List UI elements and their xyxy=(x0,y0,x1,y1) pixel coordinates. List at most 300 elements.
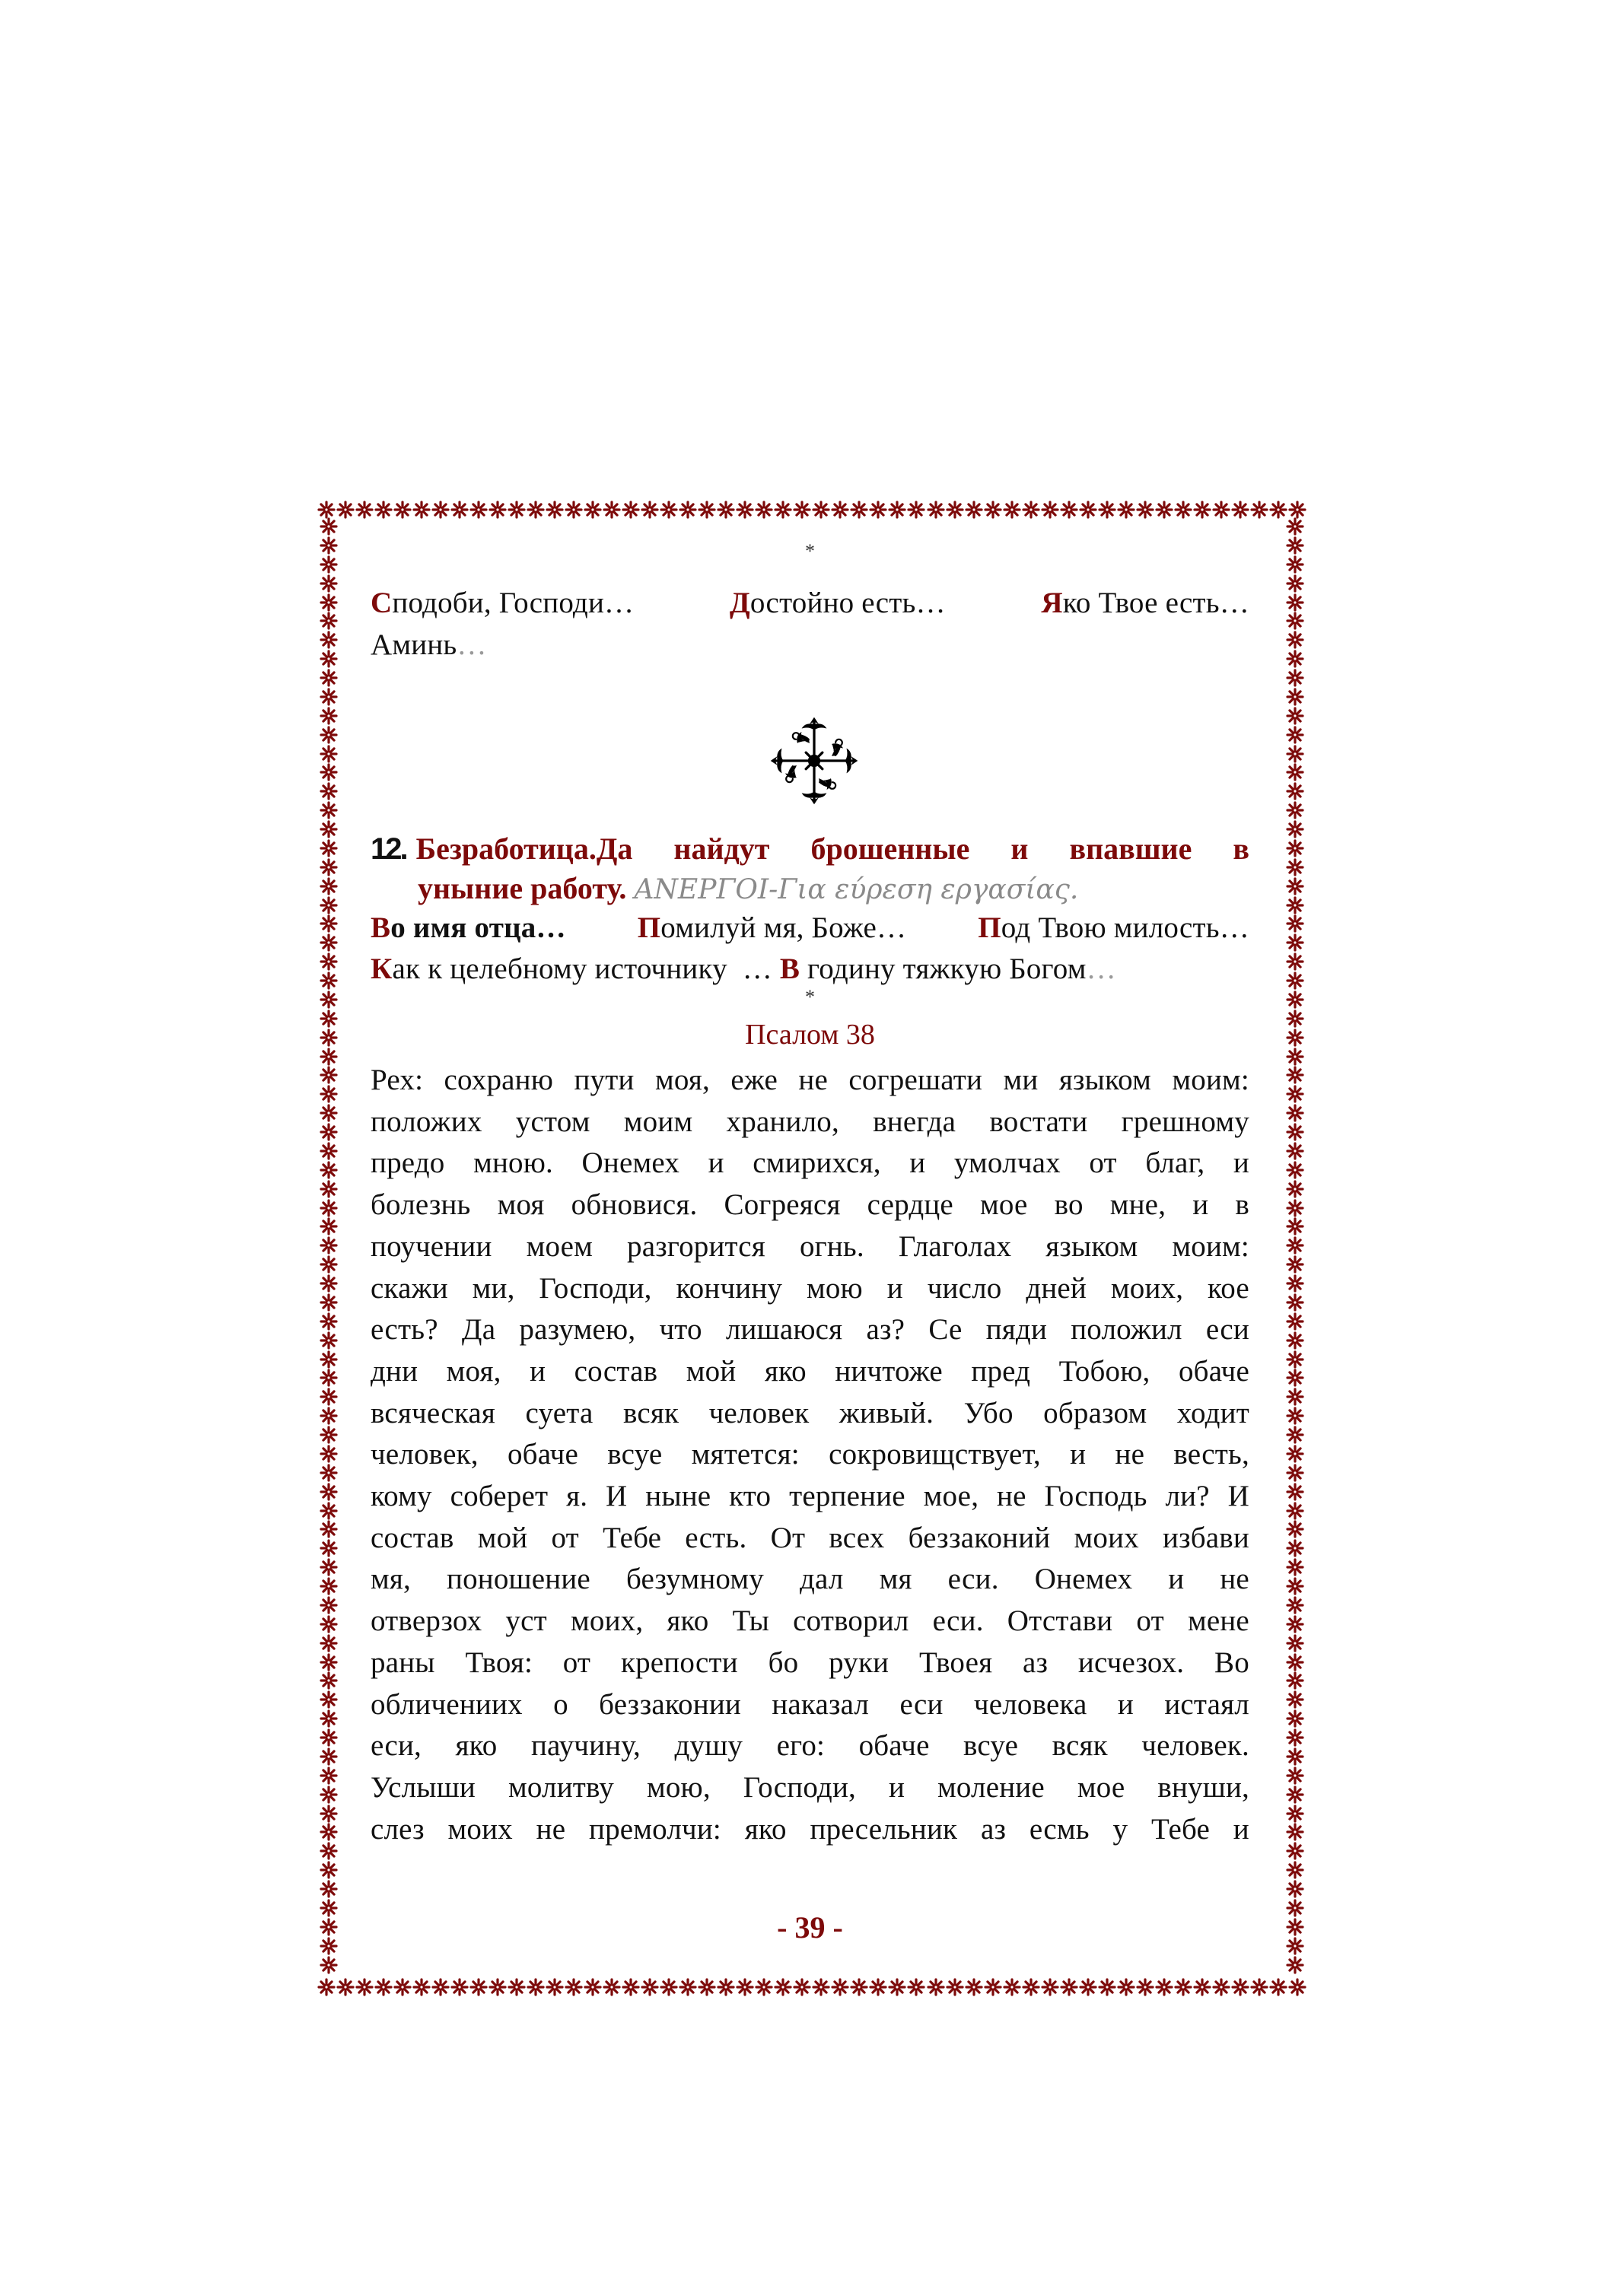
border-star-icon xyxy=(1269,1978,1287,1996)
border-star-icon xyxy=(320,858,338,876)
word: состав xyxy=(371,1521,454,1554)
border-star-icon xyxy=(320,1010,338,1028)
word: моя xyxy=(497,1188,545,1222)
word: ми xyxy=(1003,1064,1039,1096)
word: мене xyxy=(1187,1604,1249,1638)
border-star-icon xyxy=(355,501,374,519)
border-star-icon xyxy=(527,1978,545,1996)
word: умолчах xyxy=(953,1146,1061,1180)
border-star-icon xyxy=(1286,574,1304,593)
word: яко xyxy=(455,1729,498,1763)
border-star-icon xyxy=(320,1596,338,1614)
border-star-icon xyxy=(450,1978,469,1996)
border-star-icon xyxy=(355,1978,374,1996)
word: у xyxy=(1112,1812,1128,1846)
word: моя, xyxy=(446,1354,501,1388)
border-star-icon xyxy=(1286,1066,1304,1084)
border-star-icon xyxy=(469,501,488,519)
word: сотворил xyxy=(793,1604,909,1638)
border-star-icon xyxy=(946,501,964,519)
border-star-icon xyxy=(831,501,849,519)
border-star-icon xyxy=(320,1217,338,1235)
word: еже xyxy=(730,1064,778,1096)
border-star-icon xyxy=(1286,1937,1304,1955)
border-star-icon xyxy=(320,914,338,933)
border-star-icon xyxy=(488,501,507,519)
word: смирихся, xyxy=(753,1146,881,1180)
phrase-text: о имя отца… xyxy=(390,911,566,944)
word: Господь xyxy=(1044,1480,1147,1512)
border-star-icon xyxy=(320,1502,338,1520)
border-star-icon xyxy=(320,839,338,857)
word: мя xyxy=(879,1563,912,1596)
border-star-icon xyxy=(1286,1293,1304,1312)
word: пути xyxy=(574,1064,635,1096)
border-star-icon xyxy=(1286,1842,1304,1860)
word: есть. xyxy=(685,1521,747,1554)
border-star-icon xyxy=(320,1180,338,1198)
word: устом xyxy=(515,1105,590,1138)
intro-phrase xyxy=(730,584,946,622)
border-star-icon xyxy=(1286,1634,1304,1652)
border-star-icon xyxy=(1286,1048,1304,1066)
word: Во xyxy=(1214,1646,1249,1679)
border-star-icon xyxy=(412,1978,431,1996)
word: еси. xyxy=(947,1563,999,1596)
word: Онемех xyxy=(1034,1563,1133,1596)
border-star-icon xyxy=(1286,1709,1304,1728)
border-star-icon xyxy=(320,1634,338,1652)
border-star-icon xyxy=(320,1445,338,1463)
word: моя, xyxy=(654,1064,710,1096)
border-star-icon xyxy=(831,1978,849,1996)
word: моих xyxy=(447,1812,513,1846)
word: человек, xyxy=(371,1438,479,1471)
prayer-phrase xyxy=(371,909,566,947)
word: слез xyxy=(371,1812,425,1846)
intro-line-2 xyxy=(371,626,1249,664)
border-star-icon xyxy=(1286,1880,1304,1898)
border-star-icon xyxy=(1250,1978,1268,1996)
section-heading-line-2 xyxy=(418,869,1297,910)
border-star-icon xyxy=(1286,1142,1304,1160)
word: И xyxy=(1227,1480,1249,1512)
word: обаче xyxy=(1178,1354,1249,1388)
word: языком xyxy=(1058,1064,1151,1096)
word: беззаконии xyxy=(599,1687,741,1721)
border-star-icon xyxy=(774,501,792,519)
border-star-icon xyxy=(1286,1520,1304,1538)
border-star-icon xyxy=(1286,688,1304,706)
border-star-icon xyxy=(393,501,412,519)
border-star-icon xyxy=(320,1937,338,1955)
word: о xyxy=(553,1687,568,1721)
border-star-icon xyxy=(1286,914,1304,933)
word: внегда xyxy=(873,1105,956,1138)
word: скажи xyxy=(371,1271,448,1305)
word: сохраню xyxy=(444,1064,554,1096)
border-star-icon xyxy=(679,501,697,519)
word: ми, xyxy=(472,1271,515,1305)
word: Услыши xyxy=(371,1770,476,1804)
border-star-icon xyxy=(320,1615,338,1633)
border-star-icon xyxy=(1041,501,1059,519)
intro-phrase xyxy=(371,584,634,622)
border-star-icon xyxy=(1269,501,1287,519)
border-star-icon xyxy=(320,1085,338,1103)
border-bottom xyxy=(317,1976,1306,1999)
border-star-icon xyxy=(869,501,887,519)
drop-initial: П xyxy=(978,911,1001,944)
word: образом xyxy=(1043,1396,1147,1429)
word: моих, xyxy=(571,1604,644,1638)
border-star-icon xyxy=(1286,952,1304,971)
title-word: Безработица.Да xyxy=(415,832,633,866)
word: есмь xyxy=(1029,1812,1090,1846)
border-star-icon xyxy=(774,1978,792,1996)
psalm-line xyxy=(371,1644,1249,1682)
floral-cross-ornament-icon xyxy=(765,711,864,810)
word: я. xyxy=(566,1480,588,1512)
border-star-icon xyxy=(793,1978,811,1996)
word: кончину xyxy=(676,1271,783,1305)
word: и xyxy=(1168,1563,1185,1596)
word: внуши, xyxy=(1157,1770,1249,1804)
word: раны xyxy=(371,1646,435,1679)
word: руки xyxy=(829,1646,889,1679)
border-star-icon xyxy=(1286,1029,1304,1047)
border-star-icon xyxy=(1286,1502,1304,1520)
border-star-icon xyxy=(1117,1978,1135,1996)
word: Согреяся xyxy=(724,1188,841,1222)
border-star-icon xyxy=(320,517,338,536)
word: согрешати xyxy=(848,1064,983,1096)
border-star-icon xyxy=(320,1388,338,1406)
border-star-icon xyxy=(1286,1104,1304,1122)
border-star-icon xyxy=(641,1978,659,1996)
border-star-icon xyxy=(320,1653,338,1671)
border-top xyxy=(317,498,1306,521)
border-star-icon xyxy=(1286,1407,1304,1425)
drop-initial: Д xyxy=(729,587,750,619)
psalm-line xyxy=(371,1061,1249,1099)
border-star-icon xyxy=(1174,501,1192,519)
drop-initial: П xyxy=(637,911,661,944)
word: и xyxy=(888,1770,905,1804)
border-star-icon xyxy=(317,1978,336,1996)
border-star-icon xyxy=(1286,1728,1304,1747)
border-star-icon xyxy=(320,1104,338,1122)
border-star-icon xyxy=(736,1978,754,1996)
border-star-icon xyxy=(320,1236,338,1255)
border-star-icon xyxy=(755,501,773,519)
border-star-icon xyxy=(320,1899,338,1917)
border-star-icon xyxy=(1286,763,1304,781)
border-star-icon xyxy=(1286,972,1304,990)
word: востати xyxy=(989,1105,1088,1138)
border-star-icon xyxy=(1286,1671,1304,1690)
border-star-icon xyxy=(984,1978,1002,1996)
border-star-icon xyxy=(320,1539,338,1557)
border-star-icon xyxy=(1117,501,1135,519)
border-star-icon xyxy=(1041,1978,1059,1996)
border-star-icon xyxy=(320,1274,338,1293)
border-star-icon xyxy=(374,501,393,519)
word: всяк xyxy=(622,1396,679,1429)
border-star-icon xyxy=(1286,612,1304,630)
word: сокровищствует, xyxy=(829,1438,1041,1471)
border-right xyxy=(1284,517,1306,1974)
word: Убо xyxy=(963,1396,1014,1429)
word: всуе xyxy=(607,1438,663,1471)
word: мое xyxy=(1077,1770,1125,1804)
border-star-icon xyxy=(336,1978,355,1996)
separator-star: * xyxy=(805,540,815,562)
border-star-icon xyxy=(1286,801,1304,819)
border-star-icon xyxy=(717,501,735,519)
border-star-icon xyxy=(320,782,338,800)
word: пресельник xyxy=(810,1812,958,1846)
border-star-icon xyxy=(1286,1539,1304,1557)
border-star-icon xyxy=(320,669,338,687)
border-star-icon xyxy=(1286,1786,1304,1804)
border-star-icon xyxy=(641,501,659,519)
word: человека xyxy=(973,1687,1087,1721)
border-star-icon xyxy=(907,1978,925,1996)
border-star-icon xyxy=(320,1767,338,1785)
word: мятется: xyxy=(691,1438,800,1471)
border-star-icon xyxy=(850,501,868,519)
word: Отстави xyxy=(1007,1604,1113,1638)
word: Тобою, xyxy=(1058,1354,1150,1388)
border-star-icon xyxy=(320,650,338,668)
word: мое, xyxy=(923,1480,979,1512)
word: исчезох. xyxy=(1077,1646,1185,1679)
word: соберет xyxy=(450,1480,549,1512)
word: не xyxy=(1115,1438,1145,1471)
section-number: 12 xyxy=(371,832,400,866)
border-star-icon xyxy=(320,1747,338,1766)
psalm-line xyxy=(371,1560,1249,1598)
word: состав xyxy=(574,1354,658,1388)
word: пяди xyxy=(985,1313,1048,1347)
border-star-icon xyxy=(927,501,945,519)
border-star-icon xyxy=(320,726,338,744)
word: и xyxy=(1233,1146,1249,1180)
border-star-icon xyxy=(450,501,469,519)
border-star-icon xyxy=(1286,1426,1304,1444)
word: всяческая xyxy=(371,1396,496,1429)
border-star-icon xyxy=(907,501,925,519)
border-star-icon xyxy=(320,801,338,819)
word: уст xyxy=(505,1604,547,1638)
word: Господи, xyxy=(539,1271,652,1305)
border-star-icon xyxy=(320,631,338,649)
word: и xyxy=(708,1146,724,1180)
border-star-icon xyxy=(320,1861,338,1879)
border-star-icon xyxy=(320,952,338,971)
border-star-icon xyxy=(1286,839,1304,857)
border-star-icon xyxy=(1098,1978,1116,1996)
word: кое xyxy=(1208,1271,1249,1305)
word: еси xyxy=(899,1687,944,1721)
psalm-line xyxy=(371,1602,1249,1640)
border-star-icon xyxy=(946,1978,964,1996)
border-star-icon xyxy=(1231,501,1249,519)
word: человек xyxy=(708,1396,810,1429)
border-star-icon xyxy=(1286,707,1304,725)
prayer-phrase xyxy=(978,909,1249,947)
phrase-text: годину тяжкую Богом xyxy=(800,952,1087,985)
border-star-icon xyxy=(1288,1978,1306,1996)
page-number: - 39 - xyxy=(777,1910,843,1945)
psalm-line xyxy=(371,1353,1249,1391)
border-star-icon xyxy=(1098,501,1116,519)
border-star-icon xyxy=(412,501,431,519)
border-star-icon xyxy=(320,593,338,612)
border-star-icon xyxy=(1003,1978,1021,1996)
border-star-icon xyxy=(869,1978,887,1996)
word: еси, xyxy=(371,1729,422,1763)
border-star-icon xyxy=(1286,517,1304,536)
word: мой xyxy=(477,1521,528,1554)
border-star-icon xyxy=(1286,1596,1304,1614)
word: и xyxy=(530,1354,546,1388)
border-star-icon xyxy=(1286,820,1304,838)
word: обаче xyxy=(507,1438,578,1471)
border-star-icon xyxy=(320,1199,338,1217)
border-star-icon xyxy=(1003,501,1021,519)
border-star-icon xyxy=(1286,1558,1304,1576)
word: не xyxy=(798,1064,828,1096)
border-star-icon xyxy=(320,896,338,914)
psalm-line xyxy=(371,1270,1249,1308)
border-star-icon xyxy=(1286,991,1304,1009)
word: аз xyxy=(1023,1646,1049,1679)
word: моих, xyxy=(1110,1271,1184,1305)
border-star-icon xyxy=(320,555,338,574)
border-star-icon xyxy=(320,1823,338,1841)
word: и xyxy=(1192,1188,1209,1222)
border-star-icon xyxy=(984,501,1002,519)
word: моим xyxy=(623,1105,693,1138)
word: поучении xyxy=(371,1229,492,1263)
word: Тебе xyxy=(1150,1812,1211,1846)
word: Онемех xyxy=(581,1146,680,1180)
border-star-icon xyxy=(622,501,640,519)
word: мне, xyxy=(1109,1188,1166,1222)
border-star-icon xyxy=(320,1577,338,1595)
border-star-icon xyxy=(1060,1978,1078,1996)
word: поношение xyxy=(447,1563,590,1596)
border-star-icon xyxy=(660,501,678,519)
border-star-icon xyxy=(320,1426,338,1444)
word: мое xyxy=(980,1188,1028,1222)
border-star-icon xyxy=(603,501,621,519)
border-star-icon xyxy=(1286,1350,1304,1369)
border-star-icon xyxy=(320,1728,338,1747)
word: бо xyxy=(768,1646,799,1679)
border-star-icon xyxy=(1286,1861,1304,1879)
border-star-icon xyxy=(320,1786,338,1804)
separator-star: * xyxy=(805,986,815,1008)
word: и xyxy=(909,1146,926,1180)
word: И xyxy=(606,1480,628,1512)
border-star-icon xyxy=(508,1978,526,1996)
phrase-text: остойно есть… xyxy=(749,587,946,619)
word: ли? xyxy=(1165,1480,1210,1512)
word: в xyxy=(1235,1188,1249,1222)
border-star-icon xyxy=(1286,631,1304,649)
border-star-icon xyxy=(1286,1956,1304,1974)
border-star-icon xyxy=(320,1066,338,1084)
word: дал xyxy=(799,1563,844,1596)
section-heading-line-1 xyxy=(371,829,1249,869)
border-star-icon xyxy=(527,501,545,519)
word: пред xyxy=(971,1354,1031,1388)
word: От xyxy=(770,1521,806,1554)
word: безумному xyxy=(625,1563,764,1596)
word: от xyxy=(562,1646,591,1679)
border-star-icon xyxy=(1212,501,1230,519)
border-star-icon xyxy=(1286,1577,1304,1595)
psalm-line xyxy=(371,1436,1249,1474)
word: мною. xyxy=(473,1146,553,1180)
border-star-icon xyxy=(320,1255,338,1274)
psalm-line xyxy=(371,1228,1249,1266)
word: от xyxy=(1089,1146,1117,1180)
word: что xyxy=(659,1313,702,1347)
word: разумею, xyxy=(519,1313,636,1347)
border-star-icon xyxy=(374,1978,393,1996)
title-word: в xyxy=(1233,832,1249,866)
border-star-icon xyxy=(320,688,338,706)
border-star-icon xyxy=(927,1978,945,1996)
word: во xyxy=(1054,1188,1084,1222)
border-star-icon xyxy=(320,1880,338,1898)
border-star-icon xyxy=(1286,1388,1304,1406)
border-star-icon xyxy=(1286,1805,1304,1823)
word: Рех: xyxy=(371,1064,424,1096)
word: ныне xyxy=(645,1480,711,1512)
border-star-icon xyxy=(1286,555,1304,574)
word: беззаконий xyxy=(908,1521,1051,1554)
border-star-icon xyxy=(1193,1978,1211,1996)
word: Глаголах xyxy=(898,1229,1012,1263)
drop-initial: К xyxy=(371,952,393,985)
border-star-icon xyxy=(320,1918,338,1936)
border-star-icon xyxy=(546,1978,564,1996)
psalm-line xyxy=(371,1769,1249,1807)
border-star-icon xyxy=(320,707,338,725)
word: душу xyxy=(674,1729,743,1763)
border-star-icon xyxy=(1022,501,1040,519)
border-star-icon xyxy=(320,1558,338,1576)
word: паучину, xyxy=(530,1729,641,1763)
border-star-icon xyxy=(488,1978,507,1996)
border-star-icon xyxy=(812,501,830,519)
title-word: и xyxy=(1010,832,1029,866)
border-star-icon xyxy=(1286,1690,1304,1709)
border-star-icon xyxy=(1286,1464,1304,1482)
border-star-icon xyxy=(320,991,338,1009)
amen-text: Аминь xyxy=(371,628,457,661)
border-star-icon xyxy=(1286,726,1304,744)
border-star-icon xyxy=(320,972,338,990)
border-star-icon xyxy=(736,501,754,519)
word: истаял xyxy=(1164,1687,1249,1721)
word: не xyxy=(536,1812,566,1846)
